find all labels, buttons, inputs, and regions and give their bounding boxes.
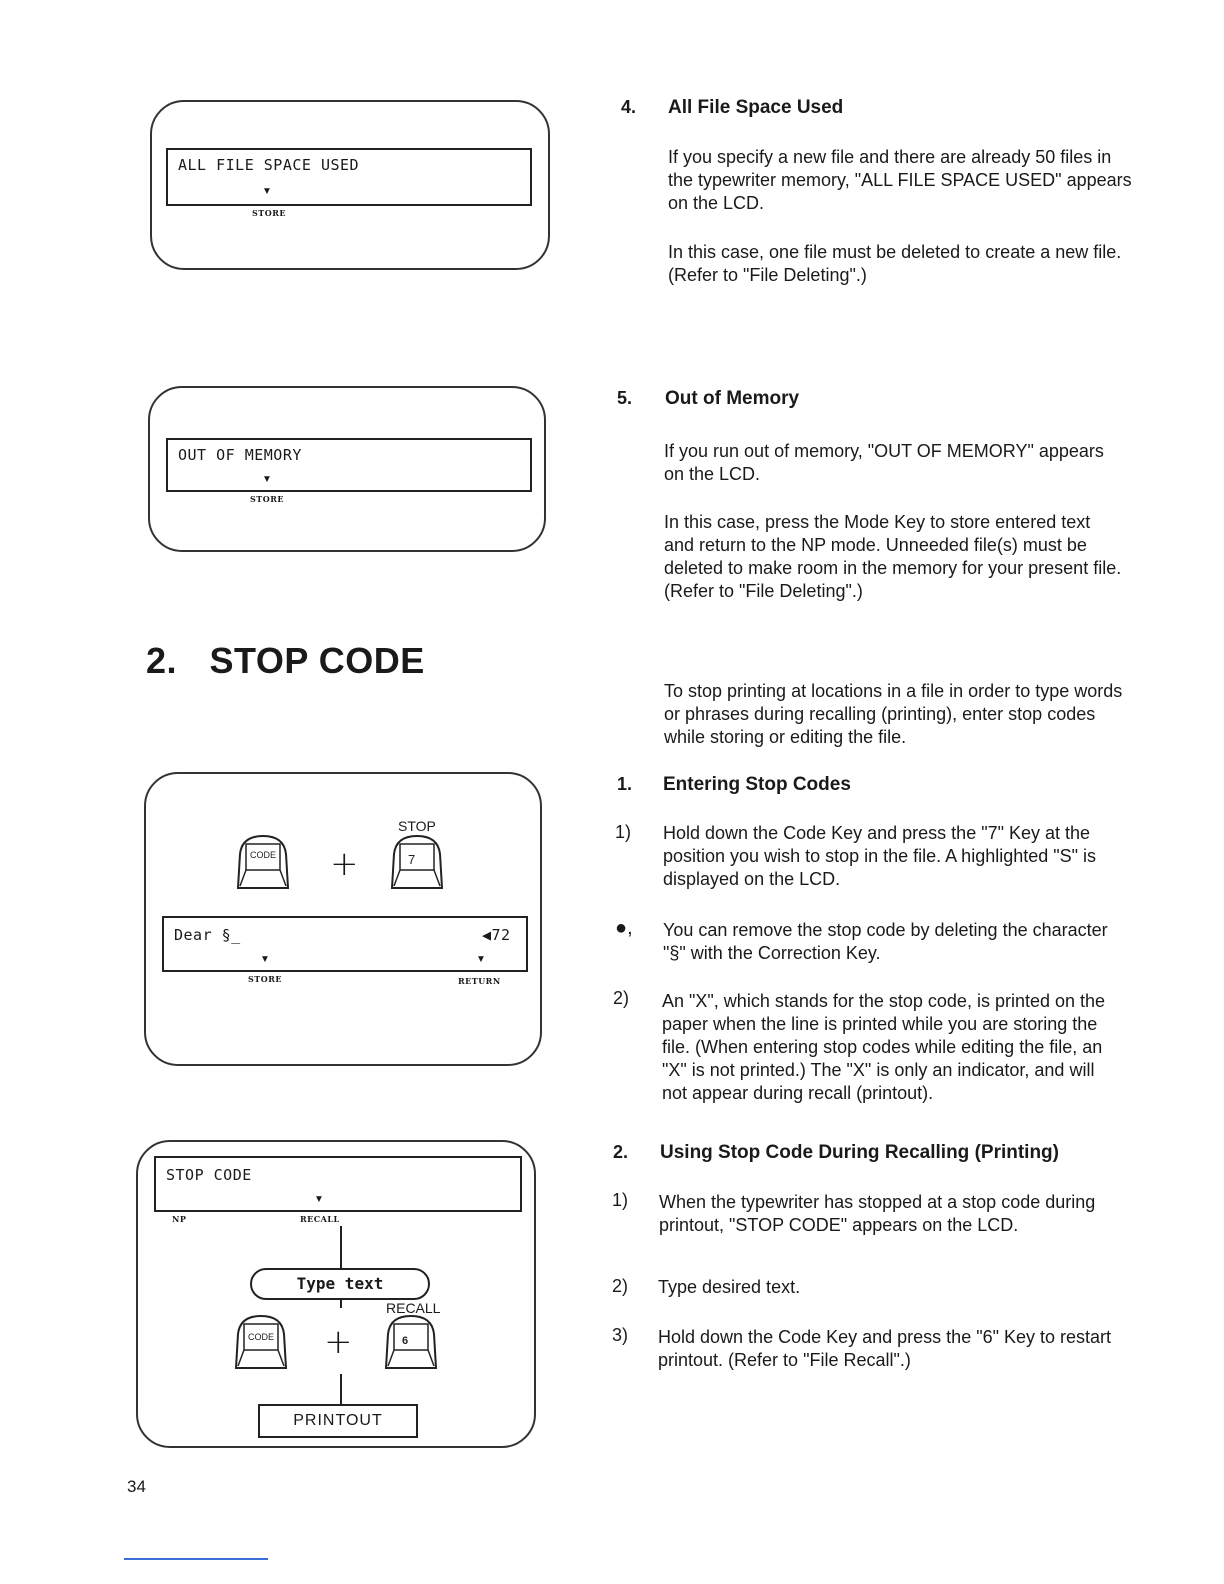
stop-label: STOP — [398, 818, 436, 834]
down-arrow-icon: ▼ — [260, 954, 270, 965]
code-key-icon — [230, 1312, 292, 1370]
printout-label: PRINTOUT — [293, 1412, 383, 1429]
lcd-text: Dear §_ — [174, 926, 241, 944]
item-1-text: Hold down the Code Key and press the "7" Key at the position you wish to stop in the file. A highlighted "S" is displayed on the LCD. — [663, 823, 1097, 889]
plus-icon: + — [330, 844, 359, 884]
section-4-paragraph-2: In this case, one file must be deleted to create a new file. (Refer to "File Deleting".) — [668, 242, 1122, 285]
return-label: RETURN — [458, 976, 501, 986]
down-arrow-icon: ▼ — [476, 954, 486, 965]
plus-icon: + — [324, 1322, 353, 1362]
key-6-icon — [380, 1312, 442, 1370]
code-key-text: CODE — [247, 1332, 275, 1342]
chapter-name: STOP CODE — [209, 640, 425, 681]
chapter-number: 2. — [146, 640, 178, 681]
section-5-paragraph-2: In this case, press the Mode Key to store entered text and return to the NP mode. Unneeded file(s) must be deleted to make room in the memory for your present file. (Refer to "File Deleting".) — [664, 512, 1122, 601]
key-6-text: 6 — [402, 1335, 409, 1347]
section-5-number: 5. — [617, 388, 633, 408]
lcd-text: ALL FILE SPACE USED — [178, 156, 360, 174]
recall-key-label: RECALL — [386, 1300, 441, 1316]
lcd-display — [166, 148, 532, 206]
down-arrow-icon: ▼ — [262, 186, 272, 197]
connector-line — [340, 1374, 342, 1404]
page-number: 34 — [127, 1477, 146, 1496]
subsection-1-number: 1. — [617, 774, 633, 794]
subsection-2-title: Using Stop Code During Recalling (Printing) — [660, 1142, 1059, 1163]
type-text-label: Type text — [296, 1274, 384, 1293]
diagram-stop-code-entry — [144, 772, 542, 1066]
printout-box — [258, 1404, 418, 1438]
subsection-2-number: 2. — [613, 1142, 629, 1162]
recall-item-3-number: 3) — [612, 1325, 629, 1345]
footer-rule — [124, 1558, 268, 1560]
diagram-stop-code-recall — [136, 1140, 536, 1448]
chapter-title — [146, 640, 425, 682]
subsection-1-title: Entering Stop Codes — [663, 774, 851, 795]
item-1-number: 1) — [615, 822, 632, 842]
recall-item-1-number: 1) — [612, 1190, 629, 1210]
note-bullet-icon: ●, — [615, 917, 633, 939]
diagram-all-file-space-used — [150, 100, 550, 270]
stop-code-intro: To stop printing at locations in a file in order to type words or phrases during recalling (printing), enter stop codes while storing or editing the file. — [664, 681, 1123, 747]
code-key-text: CODE — [249, 850, 277, 860]
store-label: STORE — [248, 974, 282, 984]
store-label: STORE — [252, 208, 286, 218]
recall-item-2-text: Type desired text. — [658, 1277, 801, 1297]
recall-item-3-text: Hold down the Code Key and press the "6" Key to restart printout. (Refer to "File Recall".) — [658, 1327, 1112, 1370]
lcd-text: OUT OF MEMORY — [178, 446, 302, 464]
lcd-display — [154, 1156, 522, 1212]
section-4-paragraph-1: If you specify a new file and there are already 50 files in the typewriter memory, "ALL FILE SPACE USED" appears on the LCD. — [668, 147, 1132, 213]
lcd-display — [162, 916, 528, 972]
section-4-title: All File Space Used — [668, 97, 844, 118]
code-key-icon — [232, 832, 294, 890]
item-2-text: An "X", which stands for the stop code, is printed on the paper when the line is printed while you are storing the file. (When entering stop codes while editing the file, an "X" is not printed.) The "X" is only an indicator, and will not appear during recall (printout). — [662, 991, 1106, 1103]
recall-label: RECALL — [300, 1214, 340, 1224]
section-5-title: Out of Memory — [665, 388, 800, 409]
type-text-bubble — [250, 1268, 430, 1300]
note-text: You can remove the stop code by deleting the character "§" with the Correction Key. — [663, 920, 1108, 963]
down-arrow-icon: ▼ — [314, 1194, 324, 1205]
section-4-number: 4. — [621, 97, 637, 117]
diagram-out-of-memory — [148, 386, 546, 552]
lcd-display — [166, 438, 532, 492]
down-arrow-icon: ▼ — [262, 474, 272, 485]
store-label: STORE — [250, 494, 284, 504]
recall-item-1-text: When the typewriter has stopped at a stop code during printout, "STOP CODE" appears on the LCD. — [659, 1192, 1096, 1235]
connector-line — [340, 1298, 342, 1308]
np-label: NP — [172, 1214, 187, 1224]
connector-line — [340, 1226, 342, 1270]
item-2-number: 2) — [613, 988, 630, 1008]
lcd-text: STOP CODE — [166, 1166, 252, 1184]
column-counter: ◀72 — [482, 926, 511, 944]
recall-item-2-number: 2) — [612, 1276, 629, 1296]
key-7-icon — [386, 832, 448, 890]
key-7-text: 7 — [408, 852, 416, 867]
section-5-paragraph-1: If you run out of memory, "OUT OF MEMORY" appears on the LCD. — [664, 441, 1104, 484]
